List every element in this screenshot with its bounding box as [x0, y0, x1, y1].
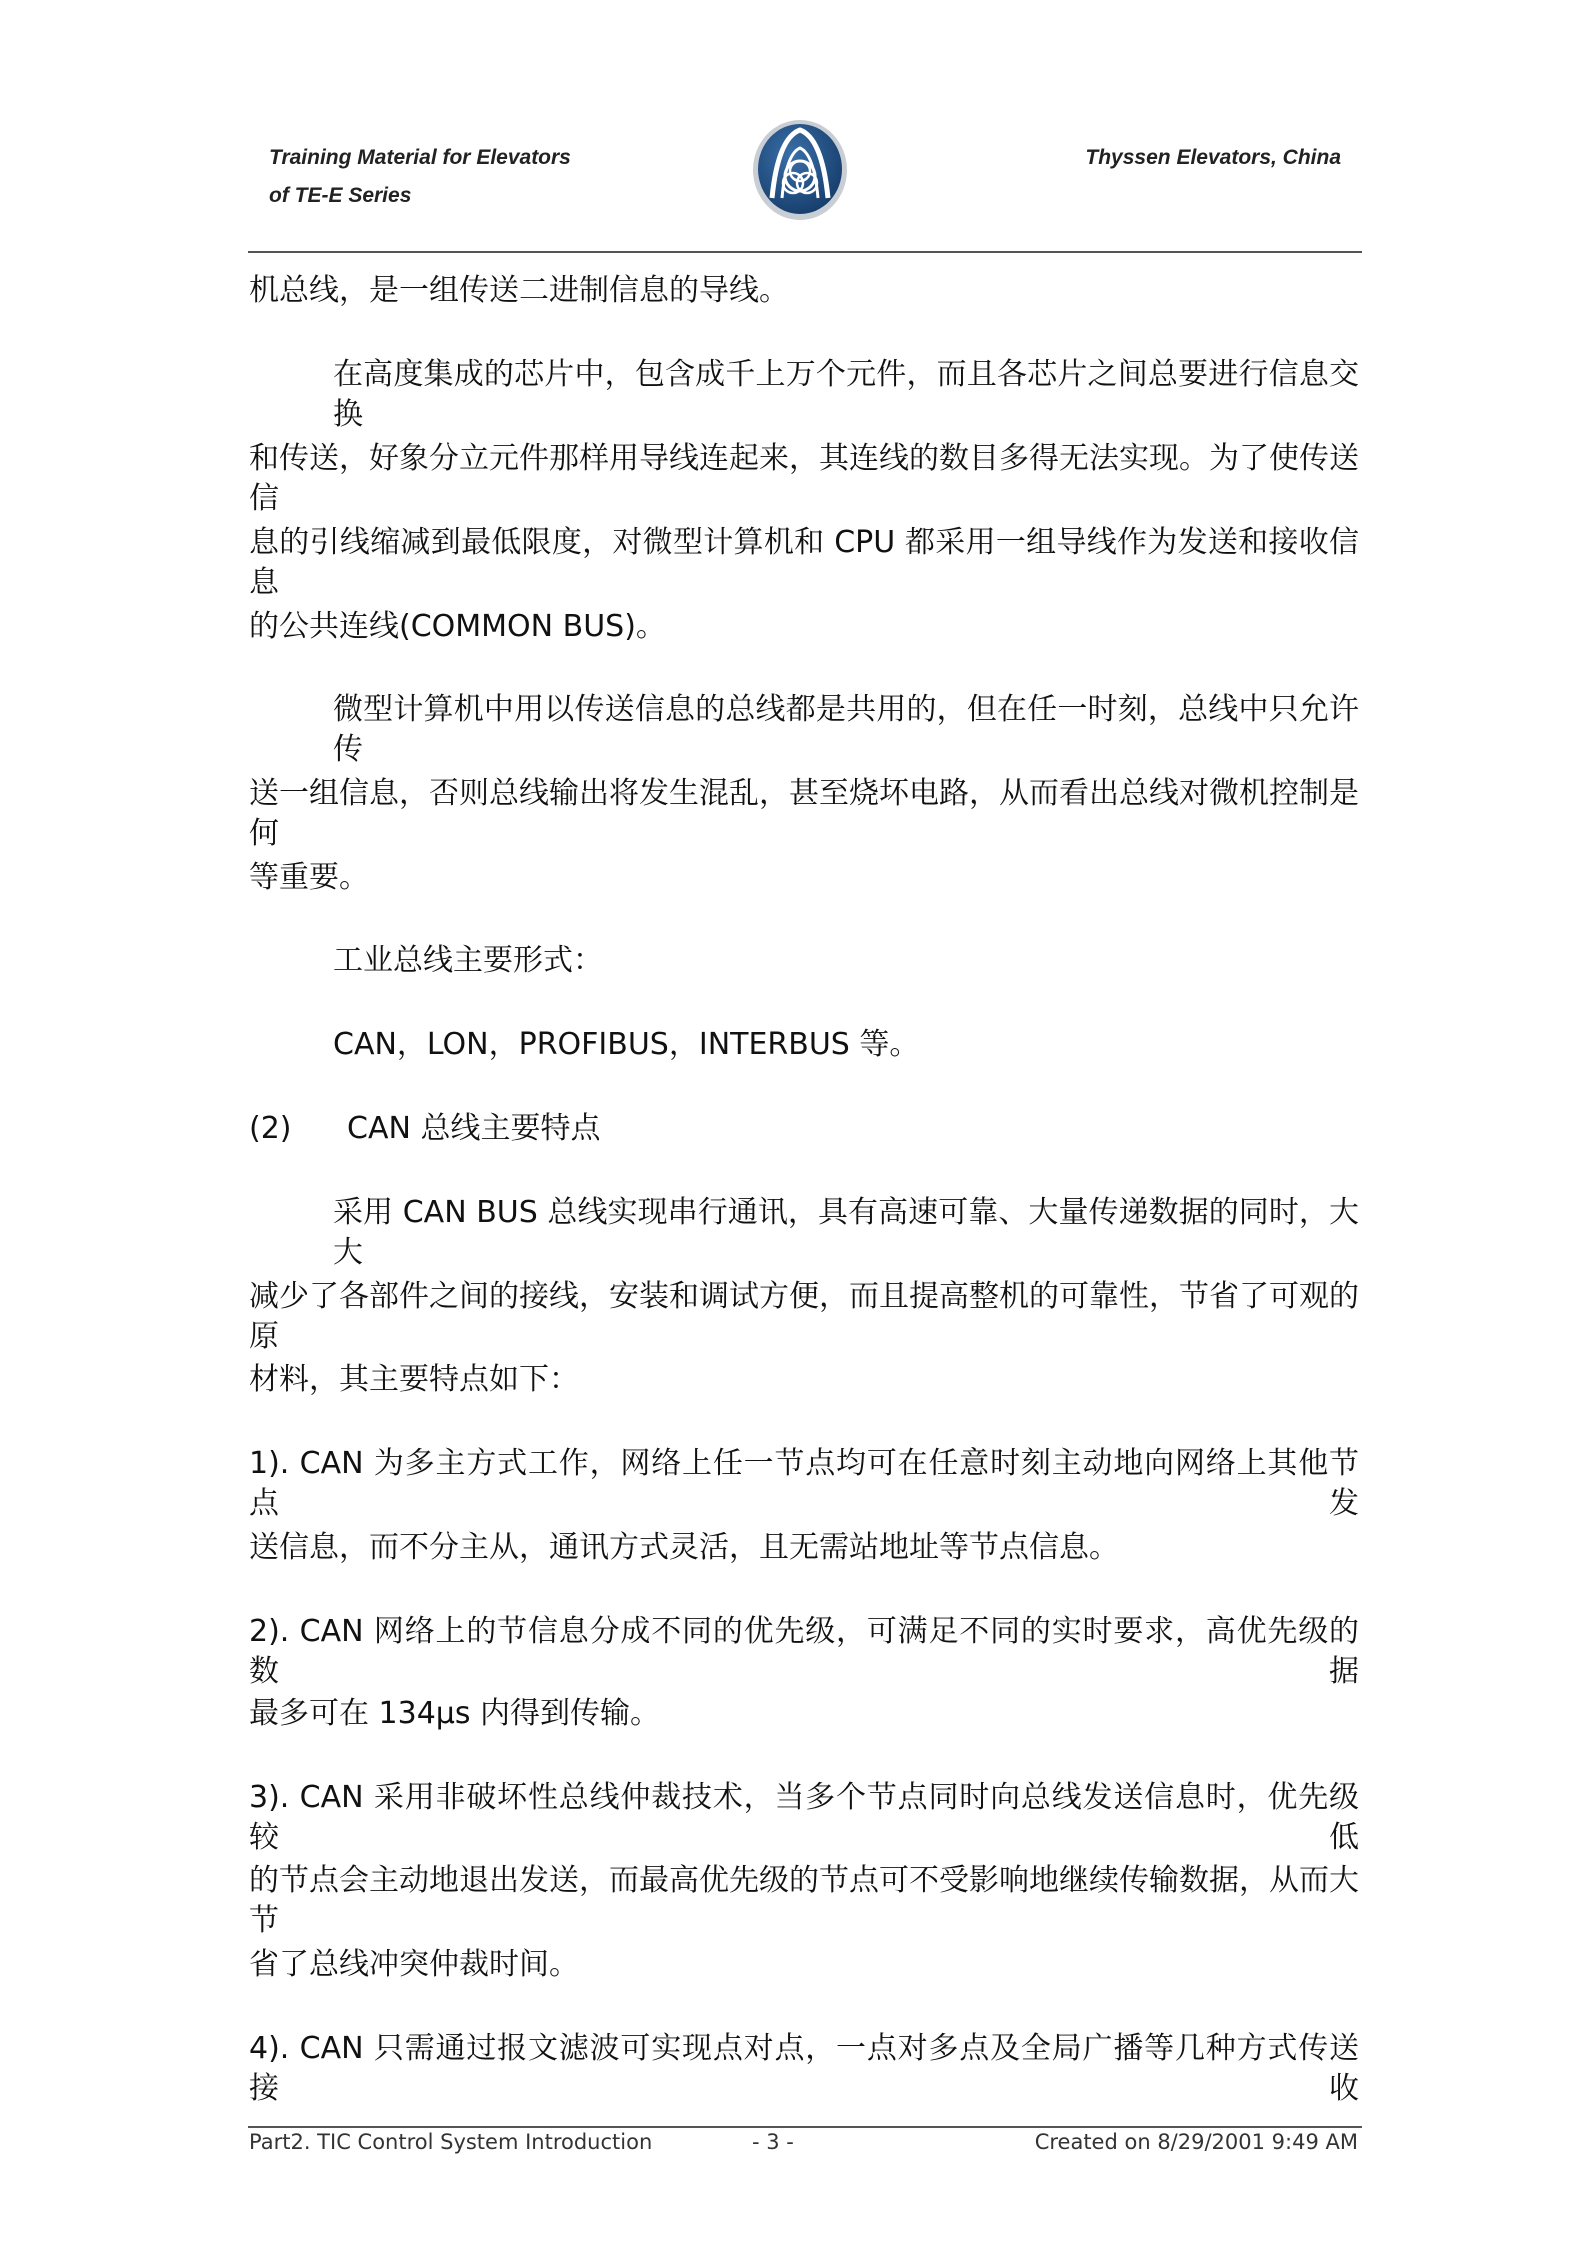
- text-line: 最多可在 134μs 内得到传输。: [249, 1696, 661, 1731]
- text-line: CAN，LON，PROFIBUS，INTERBUS 等。: [333, 1027, 920, 1062]
- text-line: 送信息，而不分主从，通讯方式灵活，且无需站地址等节点信息。: [249, 1530, 1119, 1565]
- text-line: 息的引线缩减到最低限度，对微型计算机和 CPU 都采用一组导线作为发送和接收信息: [249, 525, 1359, 600]
- footer-right: Created on 8/29/2001 9:49 AM: [1034, 2130, 1358, 2154]
- section-number: (2): [249, 1111, 292, 1146]
- text-line: 送一组信息，否则总线输出将发生混乱，甚至烧坏电路，从而看出总线对微机控制是何: [249, 776, 1359, 851]
- text-line: 机总线，是一组传送二进制信息的导线。: [249, 273, 789, 308]
- text-line: 的节点会主动地退出发送，而最高优先级的节点可不受影响地继续传输数据，从而大节: [249, 1863, 1359, 1938]
- text-line: 材料，其主要特点如下：: [249, 1362, 579, 1397]
- header-divider: [248, 251, 1362, 253]
- footer-divider: [248, 2126, 1362, 2128]
- text-line: 和传送，好象分立元件那样用导线连起来，其连线的数目多得无法实现。为了使传送信: [249, 441, 1359, 516]
- thyssen-logo-icon: [750, 118, 850, 222]
- text-line: 等重要。: [249, 860, 369, 895]
- list-item: 4). CAN 只需通过报文滤波可实现点对点，一点对多点及全局广播等几种方式传送接收: [249, 2031, 1359, 2106]
- text-line: 省了总线冲突仲裁时间。: [249, 1947, 579, 1982]
- text-line: 减少了各部件之间的接线，安装和调试方便，而且提高整机的可靠性，节省了可观的原: [249, 1279, 1359, 1354]
- text-line: 在高度集成的芯片中，包含成千上万个元件，而且各芯片之间总要进行信息交换: [333, 357, 1359, 432]
- text-line: 工业总线主要形式：: [333, 943, 603, 978]
- text-line: 的公共连线(COMMON BUS)。: [249, 609, 666, 644]
- section-heading: CAN 总线主要特点: [347, 1111, 601, 1146]
- footer-left: Part2. TIC Control System Introduction: [249, 2130, 653, 2154]
- list-item: 1). CAN 为多主方式工作，网络上任一节点均可在任意时刻主动地向网络上其他节点发: [249, 1446, 1359, 1521]
- text-line: 采用 CAN BUS 总线实现串行通讯，具有高速可靠、大量传递数据的同时，大大: [333, 1195, 1359, 1270]
- text-line: 微型计算机中用以传送信息的总线都是共用的，但在任一时刻，总线中只允许传: [333, 692, 1359, 767]
- header-left-line2: of TE-E Series: [269, 184, 412, 207]
- list-item: 3). CAN 采用非破坏性总线仲裁技术，当多个节点同时向总线发送信息时，优先级较低: [249, 1780, 1359, 1855]
- header-right: Thyssen Elevators, China: [1085, 146, 1341, 169]
- header-left-line1: Training Material for Elevators: [269, 146, 571, 169]
- page-number: - 3 -: [752, 2130, 794, 2154]
- list-item: 2). CAN 网络上的节信息分成不同的优先级，可满足不同的实时要求，高优先级的数据: [249, 1614, 1359, 1689]
